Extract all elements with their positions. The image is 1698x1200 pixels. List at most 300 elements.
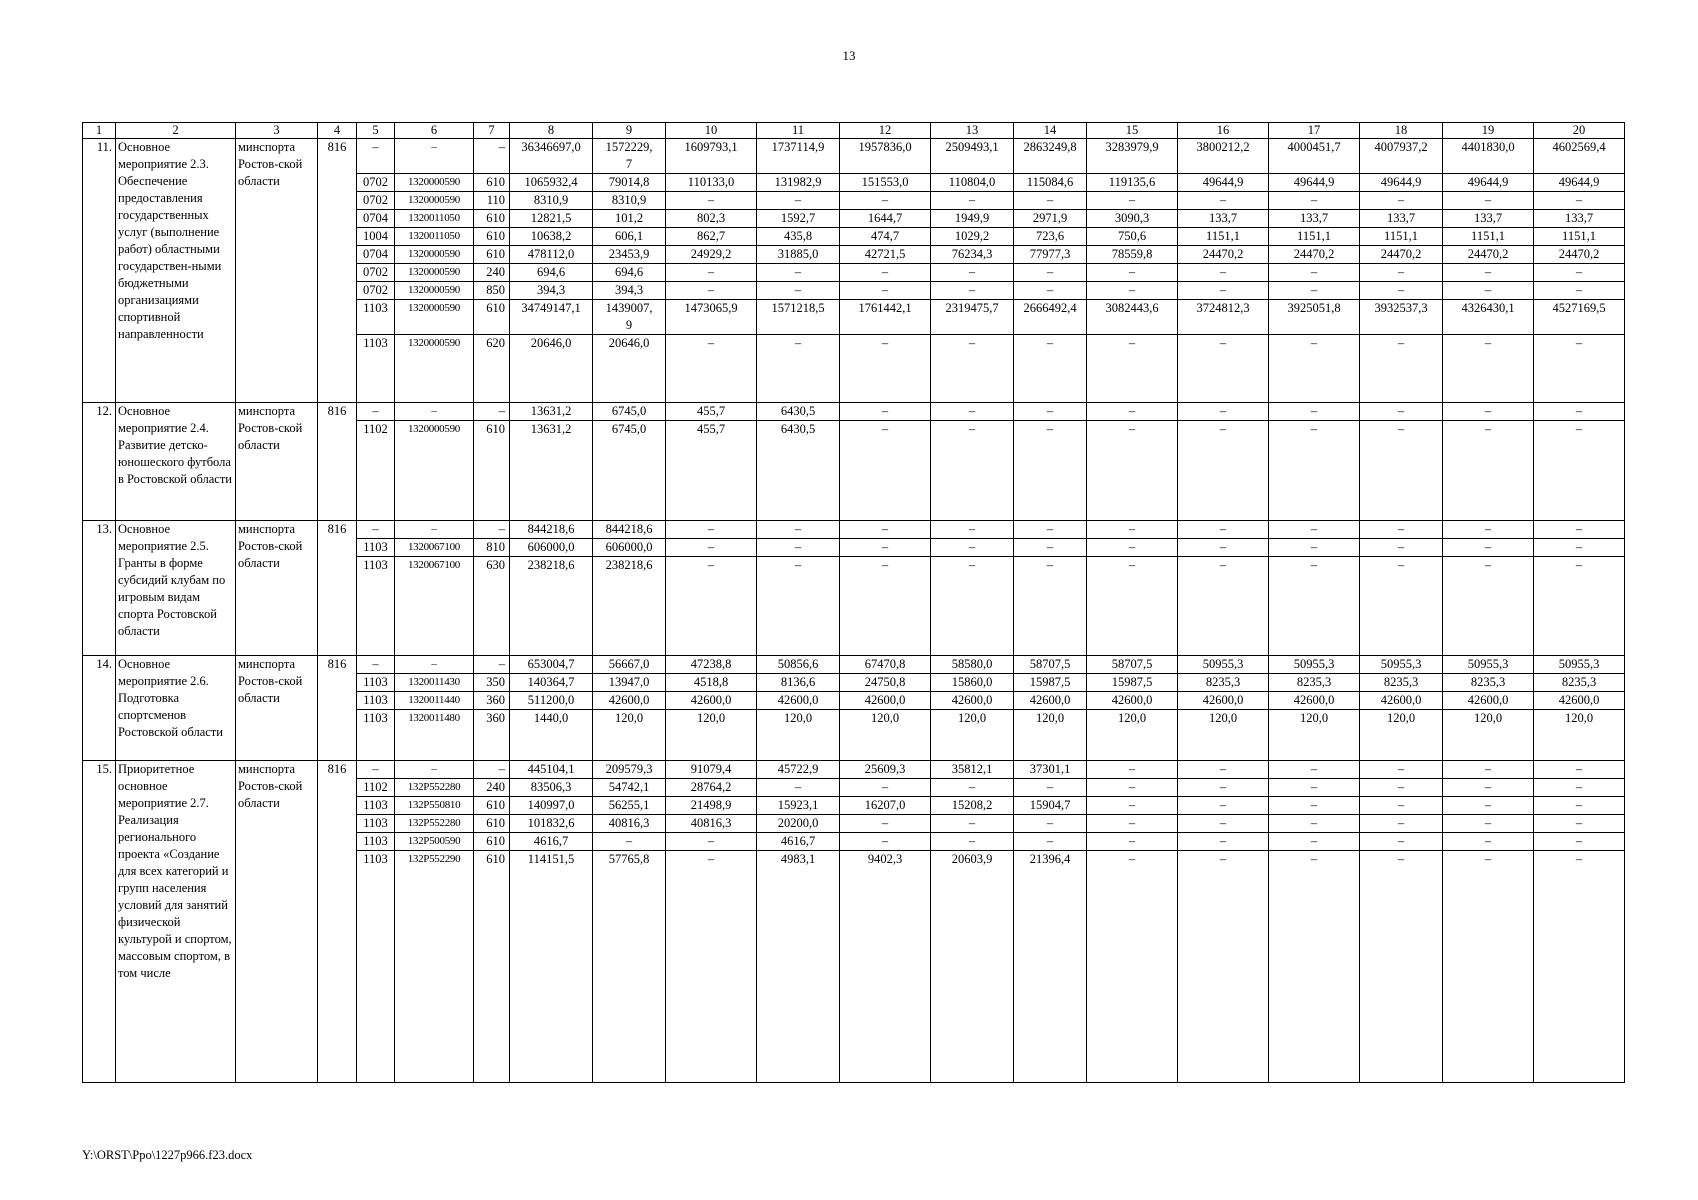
row-number: 11. bbox=[83, 139, 116, 403]
target-article-code: 132P552290 bbox=[395, 851, 474, 1083]
value-cell: – bbox=[1269, 335, 1360, 403]
value-cell: 1151,1 bbox=[1534, 228, 1625, 246]
value-cell: 49644,9 bbox=[1360, 174, 1443, 192]
header-cell: 19 bbox=[1443, 123, 1534, 139]
value-cell: – bbox=[1087, 815, 1178, 833]
measure-description: Основное мероприятие 2.6. Подготовка спортсменов Ростовской области bbox=[116, 656, 236, 761]
value-cell: 1761442,1 bbox=[840, 300, 931, 335]
header-cell: 8 bbox=[510, 123, 593, 139]
value-cell: – bbox=[1534, 335, 1625, 403]
row-number: 13. bbox=[83, 521, 116, 656]
value-cell: 1737114,9 bbox=[757, 139, 840, 174]
value-cell: – bbox=[840, 779, 931, 797]
value-cell: 24750,8 bbox=[840, 674, 931, 692]
value-cell: – bbox=[1534, 761, 1625, 779]
value-cell: 133,7 bbox=[1269, 210, 1360, 228]
value-cell: 42721,5 bbox=[840, 246, 931, 264]
value-cell: 8235,3 bbox=[1269, 674, 1360, 692]
value-cell: – bbox=[1014, 779, 1087, 797]
value-cell: – bbox=[1014, 521, 1087, 539]
value-cell: – bbox=[1269, 421, 1360, 521]
value-cell: 20200,0 bbox=[757, 815, 840, 833]
value-cell: – bbox=[1269, 815, 1360, 833]
value-cell: – bbox=[1443, 833, 1534, 851]
value-cell: 15987,5 bbox=[1087, 674, 1178, 692]
value-cell: 3724812,3 bbox=[1178, 300, 1269, 335]
target-article-code: 1320011440 bbox=[395, 692, 474, 710]
value-cell: – bbox=[1443, 421, 1534, 521]
section-code: 0704 bbox=[357, 246, 395, 264]
header-cell: 4 bbox=[318, 123, 357, 139]
value-cell: 24470,2 bbox=[1443, 246, 1534, 264]
value-cell: 3082443,6 bbox=[1087, 300, 1178, 335]
value-cell: – bbox=[1014, 192, 1087, 210]
value-cell: – bbox=[931, 282, 1014, 300]
value-cell: 133,7 bbox=[1178, 210, 1269, 228]
value-cell: 3932537,3 bbox=[1360, 300, 1443, 335]
grbs-code: 816 bbox=[318, 761, 357, 1083]
value-cell: – bbox=[840, 403, 931, 421]
row-number: 15. bbox=[83, 761, 116, 1083]
value-cell: – bbox=[1534, 264, 1625, 282]
target-article-code: – bbox=[395, 403, 474, 421]
value-cell: – bbox=[1443, 779, 1534, 797]
expense-type-code: – bbox=[474, 521, 510, 539]
value-cell: 42600,0 bbox=[1443, 692, 1534, 710]
section-code: – bbox=[357, 403, 395, 421]
value-cell: 77977,3 bbox=[1014, 246, 1087, 264]
value-cell: 119135,6 bbox=[1087, 174, 1178, 192]
value-cell: – bbox=[1087, 761, 1178, 779]
value-cell: 15904,7 bbox=[1014, 797, 1087, 815]
value-cell: – bbox=[931, 521, 1014, 539]
section-code: 1103 bbox=[357, 692, 395, 710]
value-cell: 120,0 bbox=[1014, 710, 1087, 761]
value-cell: – bbox=[931, 557, 1014, 656]
expense-type-code: – bbox=[474, 403, 510, 421]
value-cell: 8310,9 bbox=[593, 192, 666, 210]
value-cell: 79014,8 bbox=[593, 174, 666, 192]
executor-cell: минспорта Ростов-ской области bbox=[236, 656, 318, 761]
expense-type-code: 350 bbox=[474, 674, 510, 692]
value-cell: 3283979,9 bbox=[1087, 139, 1178, 174]
value-cell: – bbox=[1269, 282, 1360, 300]
value-cell: 511200,0 bbox=[510, 692, 593, 710]
value-cell: – bbox=[1178, 761, 1269, 779]
value-cell: – bbox=[1534, 851, 1625, 1083]
value-cell: 8235,3 bbox=[1178, 674, 1269, 692]
section-code: 1103 bbox=[357, 851, 395, 1083]
value-cell: 58707,5 bbox=[1087, 656, 1178, 674]
value-cell: – bbox=[1178, 797, 1269, 815]
value-cell: 606,1 bbox=[593, 228, 666, 246]
value-cell: 4983,1 bbox=[757, 851, 840, 1083]
value-cell: – bbox=[931, 539, 1014, 557]
value-cell: – bbox=[931, 815, 1014, 833]
value-cell: 120,0 bbox=[1178, 710, 1269, 761]
section-code: – bbox=[357, 656, 395, 674]
header-cell: 13 bbox=[931, 123, 1014, 139]
value-cell: – bbox=[757, 521, 840, 539]
value-cell: – bbox=[1269, 557, 1360, 656]
value-cell: 42600,0 bbox=[1360, 692, 1443, 710]
value-cell: – bbox=[757, 264, 840, 282]
target-article-code: 1320067100 bbox=[395, 539, 474, 557]
value-cell: 4616,7 bbox=[757, 833, 840, 851]
value-cell: 2319475,7 bbox=[931, 300, 1014, 335]
value-cell: 50955,3 bbox=[1534, 656, 1625, 674]
value-cell: – bbox=[1360, 797, 1443, 815]
value-cell: – bbox=[1534, 797, 1625, 815]
expense-type-code: 610 bbox=[474, 815, 510, 833]
expense-type-code: 610 bbox=[474, 851, 510, 1083]
table-row bbox=[83, 403, 1625, 421]
section-code: 1004 bbox=[357, 228, 395, 246]
value-cell: – bbox=[1360, 282, 1443, 300]
value-cell: 35812,1 bbox=[931, 761, 1014, 779]
value-cell: 47238,8 bbox=[666, 656, 757, 674]
value-cell: 653004,7 bbox=[510, 656, 593, 674]
value-cell: 49644,9 bbox=[1534, 174, 1625, 192]
value-cell: 20646,0 bbox=[510, 335, 593, 403]
section-code: – bbox=[357, 521, 395, 539]
expense-type-code: 610 bbox=[474, 833, 510, 851]
value-cell: 4401830,0 bbox=[1443, 139, 1534, 174]
value-cell: 15923,1 bbox=[757, 797, 840, 815]
section-code: 1103 bbox=[357, 557, 395, 656]
value-cell: – bbox=[1534, 282, 1625, 300]
value-cell: – bbox=[757, 282, 840, 300]
value-cell: 435,8 bbox=[757, 228, 840, 246]
value-cell: – bbox=[1360, 421, 1443, 521]
value-cell: 45722,9 bbox=[757, 761, 840, 779]
value-cell: – bbox=[1360, 521, 1443, 539]
value-cell: – bbox=[840, 539, 931, 557]
value-cell: 606000,0 bbox=[593, 539, 666, 557]
value-cell: – bbox=[1014, 421, 1087, 521]
target-article-code: 1320011480 bbox=[395, 710, 474, 761]
section-code: 1102 bbox=[357, 421, 395, 521]
value-cell: 694,6 bbox=[510, 264, 593, 282]
expense-type-code: 620 bbox=[474, 335, 510, 403]
section-code: 1103 bbox=[357, 674, 395, 692]
value-cell: – bbox=[1443, 264, 1534, 282]
value-cell: 40816,3 bbox=[666, 815, 757, 833]
value-cell: – bbox=[1269, 851, 1360, 1083]
value-cell: 37301,1 bbox=[1014, 761, 1087, 779]
target-article-code: 1320011050 bbox=[395, 210, 474, 228]
header-cell: 3 bbox=[236, 123, 318, 139]
value-cell: 4000451,7 bbox=[1269, 139, 1360, 174]
value-cell: – bbox=[1534, 421, 1625, 521]
header-cell: 7 bbox=[474, 123, 510, 139]
expense-type-code: 810 bbox=[474, 539, 510, 557]
value-cell: 1065932,4 bbox=[510, 174, 593, 192]
value-cell: – bbox=[1269, 779, 1360, 797]
value-cell: – bbox=[1269, 539, 1360, 557]
value-cell: 120,0 bbox=[1443, 710, 1534, 761]
header-cell: 16 bbox=[1178, 123, 1269, 139]
expense-type-code: 610 bbox=[474, 228, 510, 246]
value-cell: – bbox=[1269, 797, 1360, 815]
value-cell: 3090,3 bbox=[1087, 210, 1178, 228]
section-code: 1103 bbox=[357, 300, 395, 335]
value-cell: 13631,2 bbox=[510, 421, 593, 521]
target-article-code: 132P550810 bbox=[395, 797, 474, 815]
value-cell: 723,6 bbox=[1014, 228, 1087, 246]
value-cell: 4527169,5 bbox=[1534, 300, 1625, 335]
value-cell: – bbox=[1534, 192, 1625, 210]
expense-type-code: – bbox=[474, 656, 510, 674]
value-cell: 6745,0 bbox=[593, 421, 666, 521]
target-article-code: – bbox=[395, 656, 474, 674]
value-cell: 42600,0 bbox=[593, 692, 666, 710]
value-cell: – bbox=[1534, 521, 1625, 539]
value-cell: 394,3 bbox=[593, 282, 666, 300]
value-cell: – bbox=[1534, 557, 1625, 656]
expense-type-code: 610 bbox=[474, 421, 510, 521]
value-cell: – bbox=[1087, 833, 1178, 851]
value-cell: 694,6 bbox=[593, 264, 666, 282]
value-cell: 25609,3 bbox=[840, 761, 931, 779]
value-cell: – bbox=[1269, 761, 1360, 779]
value-cell: 151553,0 bbox=[840, 174, 931, 192]
value-cell: – bbox=[757, 557, 840, 656]
value-cell: 4602569,4 bbox=[1534, 139, 1625, 174]
value-cell: – bbox=[1178, 557, 1269, 656]
grbs-code: 816 bbox=[318, 403, 357, 521]
target-article-code: – bbox=[395, 761, 474, 779]
executor-cell: минспорта Ростов-ской области bbox=[236, 139, 318, 403]
value-cell: 42600,0 bbox=[1178, 692, 1269, 710]
value-cell: 1949,9 bbox=[931, 210, 1014, 228]
section-code: 1103 bbox=[357, 539, 395, 557]
expense-type-code: – bbox=[474, 761, 510, 779]
header-cell: 6 bbox=[395, 123, 474, 139]
value-cell: 12821,5 bbox=[510, 210, 593, 228]
value-cell: 120,0 bbox=[1087, 710, 1178, 761]
section-code: 0704 bbox=[357, 210, 395, 228]
value-cell: – bbox=[757, 335, 840, 403]
value-cell: 2971,9 bbox=[1014, 210, 1087, 228]
value-cell: 49644,9 bbox=[1443, 174, 1534, 192]
value-cell: – bbox=[1360, 851, 1443, 1083]
value-cell: 56667,0 bbox=[593, 656, 666, 674]
executor-cell: минспорта Ростов-ской области bbox=[236, 761, 318, 1083]
value-cell: 862,7 bbox=[666, 228, 757, 246]
value-cell: 1440,0 bbox=[510, 710, 593, 761]
value-cell: 15860,0 bbox=[931, 674, 1014, 692]
expense-type-code: 610 bbox=[474, 174, 510, 192]
value-cell: 40816,3 bbox=[593, 815, 666, 833]
header-cell: 15 bbox=[1087, 123, 1178, 139]
target-article-code: 1320000590 bbox=[395, 264, 474, 282]
value-cell: 4007937,2 bbox=[1360, 139, 1443, 174]
header-cell: 10 bbox=[666, 123, 757, 139]
value-cell: 21396,4 bbox=[1014, 851, 1087, 1083]
value-cell: – bbox=[1087, 557, 1178, 656]
header-cell: 14 bbox=[1014, 123, 1087, 139]
value-cell: – bbox=[1014, 335, 1087, 403]
value-cell: – bbox=[1443, 851, 1534, 1083]
target-article-code: – bbox=[395, 139, 474, 174]
target-article-code: 1320067100 bbox=[395, 557, 474, 656]
value-cell: 49644,9 bbox=[1269, 174, 1360, 192]
measure-description: Основное мероприятие 2.5. Гранты в форме субсидий клубам по игровым видам спорта Ростовской области bbox=[116, 521, 236, 656]
value-cell: – bbox=[931, 833, 1014, 851]
table-row bbox=[83, 761, 1625, 779]
value-cell: – bbox=[1178, 521, 1269, 539]
value-cell: 120,0 bbox=[1360, 710, 1443, 761]
value-cell: – bbox=[1087, 539, 1178, 557]
section-code: – bbox=[357, 761, 395, 779]
expense-type-code: 610 bbox=[474, 300, 510, 335]
expense-type-code: 610 bbox=[474, 797, 510, 815]
value-cell: 42600,0 bbox=[1087, 692, 1178, 710]
expense-type-code: 610 bbox=[474, 210, 510, 228]
value-cell: – bbox=[1443, 192, 1534, 210]
value-cell: – bbox=[1087, 192, 1178, 210]
value-cell: 24470,2 bbox=[1269, 246, 1360, 264]
value-cell: 42600,0 bbox=[1269, 692, 1360, 710]
value-cell: – bbox=[840, 815, 931, 833]
value-cell: – bbox=[1087, 421, 1178, 521]
header-cell: 18 bbox=[1360, 123, 1443, 139]
value-cell: – bbox=[1443, 761, 1534, 779]
value-cell: – bbox=[840, 264, 931, 282]
value-cell: – bbox=[840, 335, 931, 403]
value-cell: – bbox=[1178, 851, 1269, 1083]
value-cell: – bbox=[1443, 557, 1534, 656]
value-cell: – bbox=[1360, 264, 1443, 282]
value-cell: 16207,0 bbox=[840, 797, 931, 815]
value-cell: – bbox=[1014, 403, 1087, 421]
value-cell: 58580,0 bbox=[931, 656, 1014, 674]
value-cell: 474,7 bbox=[840, 228, 931, 246]
target-article-code: 1320011050 bbox=[395, 228, 474, 246]
value-cell: – bbox=[1269, 403, 1360, 421]
value-cell: – bbox=[1014, 833, 1087, 851]
value-cell: – bbox=[931, 403, 1014, 421]
value-cell: 28764,2 bbox=[666, 779, 757, 797]
value-cell: 15987,5 bbox=[1014, 674, 1087, 692]
value-cell: 1151,1 bbox=[1443, 228, 1534, 246]
value-cell: – bbox=[1178, 403, 1269, 421]
value-cell: 3800212,2 bbox=[1178, 139, 1269, 174]
value-cell: 445104,1 bbox=[510, 761, 593, 779]
value-cell: – bbox=[757, 539, 840, 557]
target-article-code: 1320000590 bbox=[395, 246, 474, 264]
value-cell: 50856,6 bbox=[757, 656, 840, 674]
value-cell: 2666492,4 bbox=[1014, 300, 1087, 335]
value-cell: – bbox=[1087, 282, 1178, 300]
value-cell: – bbox=[1443, 521, 1534, 539]
header-row bbox=[83, 123, 1625, 139]
value-cell: 6430,5 bbox=[757, 421, 840, 521]
value-cell: 6430,5 bbox=[757, 403, 840, 421]
row-number: 12. bbox=[83, 403, 116, 521]
value-cell: 455,7 bbox=[666, 421, 757, 521]
value-cell: – bbox=[1360, 779, 1443, 797]
value-cell: – bbox=[931, 192, 1014, 210]
page-number: 13 bbox=[842, 48, 856, 63]
header-cell: 11 bbox=[757, 123, 840, 139]
value-cell: – bbox=[1360, 539, 1443, 557]
value-cell: – bbox=[1014, 539, 1087, 557]
value-cell: – bbox=[666, 192, 757, 210]
expense-type-code: 360 bbox=[474, 692, 510, 710]
expense-type-code: 110 bbox=[474, 192, 510, 210]
value-cell: 133,7 bbox=[1360, 210, 1443, 228]
table-row bbox=[83, 139, 1625, 174]
value-cell: – bbox=[666, 539, 757, 557]
value-cell: 120,0 bbox=[593, 710, 666, 761]
value-cell: – bbox=[1087, 797, 1178, 815]
value-cell: 83506,3 bbox=[510, 779, 593, 797]
value-cell: – bbox=[666, 264, 757, 282]
value-cell: – bbox=[1360, 815, 1443, 833]
value-cell: 478112,0 bbox=[510, 246, 593, 264]
target-article-code: – bbox=[395, 521, 474, 539]
section-code: – bbox=[357, 139, 395, 174]
value-cell: 750,6 bbox=[1087, 228, 1178, 246]
value-cell: – bbox=[1087, 264, 1178, 282]
section-code: 1102 bbox=[357, 779, 395, 797]
value-cell: 1571218,5 bbox=[757, 300, 840, 335]
value-cell: – bbox=[931, 779, 1014, 797]
value-cell: 120,0 bbox=[1534, 710, 1625, 761]
executor-cell: минспорта Ростов-ской области bbox=[236, 521, 318, 656]
value-cell: 110133,0 bbox=[666, 174, 757, 192]
measure-description: Основное мероприятие 2.3. Обеспечение предоставления государственных услуг (выполнение работ) областными государствен-ными бюджетными организациями спортивной направленности bbox=[116, 139, 236, 403]
value-cell: – bbox=[1443, 797, 1534, 815]
value-cell: – bbox=[1443, 403, 1534, 421]
value-cell: 1572229, 7 bbox=[593, 139, 666, 174]
value-cell: 1439007, 9 bbox=[593, 300, 666, 335]
value-cell: – bbox=[1178, 192, 1269, 210]
value-cell: 120,0 bbox=[757, 710, 840, 761]
value-cell: – bbox=[1178, 282, 1269, 300]
value-cell: – bbox=[1178, 779, 1269, 797]
value-cell: 6745,0 bbox=[593, 403, 666, 421]
target-article-code: 1320011430 bbox=[395, 674, 474, 692]
expense-type-code: 240 bbox=[474, 264, 510, 282]
value-cell: 394,3 bbox=[510, 282, 593, 300]
value-cell: 4518,8 bbox=[666, 674, 757, 692]
value-cell: 9402,3 bbox=[840, 851, 931, 1083]
target-article-code: 1320000590 bbox=[395, 335, 474, 403]
section-code: 1103 bbox=[357, 710, 395, 761]
value-cell: 1151,1 bbox=[1178, 228, 1269, 246]
section-code: 0702 bbox=[357, 174, 395, 192]
value-cell: 114151,5 bbox=[510, 851, 593, 1083]
grbs-code: 816 bbox=[318, 656, 357, 761]
value-cell: – bbox=[1443, 282, 1534, 300]
value-cell: – bbox=[840, 282, 931, 300]
header-cell: 1 bbox=[83, 123, 116, 139]
value-cell: – bbox=[1534, 779, 1625, 797]
value-cell: – bbox=[666, 335, 757, 403]
value-cell: – bbox=[1534, 403, 1625, 421]
section-code: 1103 bbox=[357, 797, 395, 815]
value-cell: – bbox=[840, 557, 931, 656]
value-cell: 1609793,1 bbox=[666, 139, 757, 174]
value-cell: 8235,3 bbox=[1443, 674, 1534, 692]
grbs-code: 816 bbox=[318, 139, 357, 403]
value-cell: 2863249,8 bbox=[1014, 139, 1087, 174]
value-cell: 42600,0 bbox=[1534, 692, 1625, 710]
value-cell: 24929,2 bbox=[666, 246, 757, 264]
